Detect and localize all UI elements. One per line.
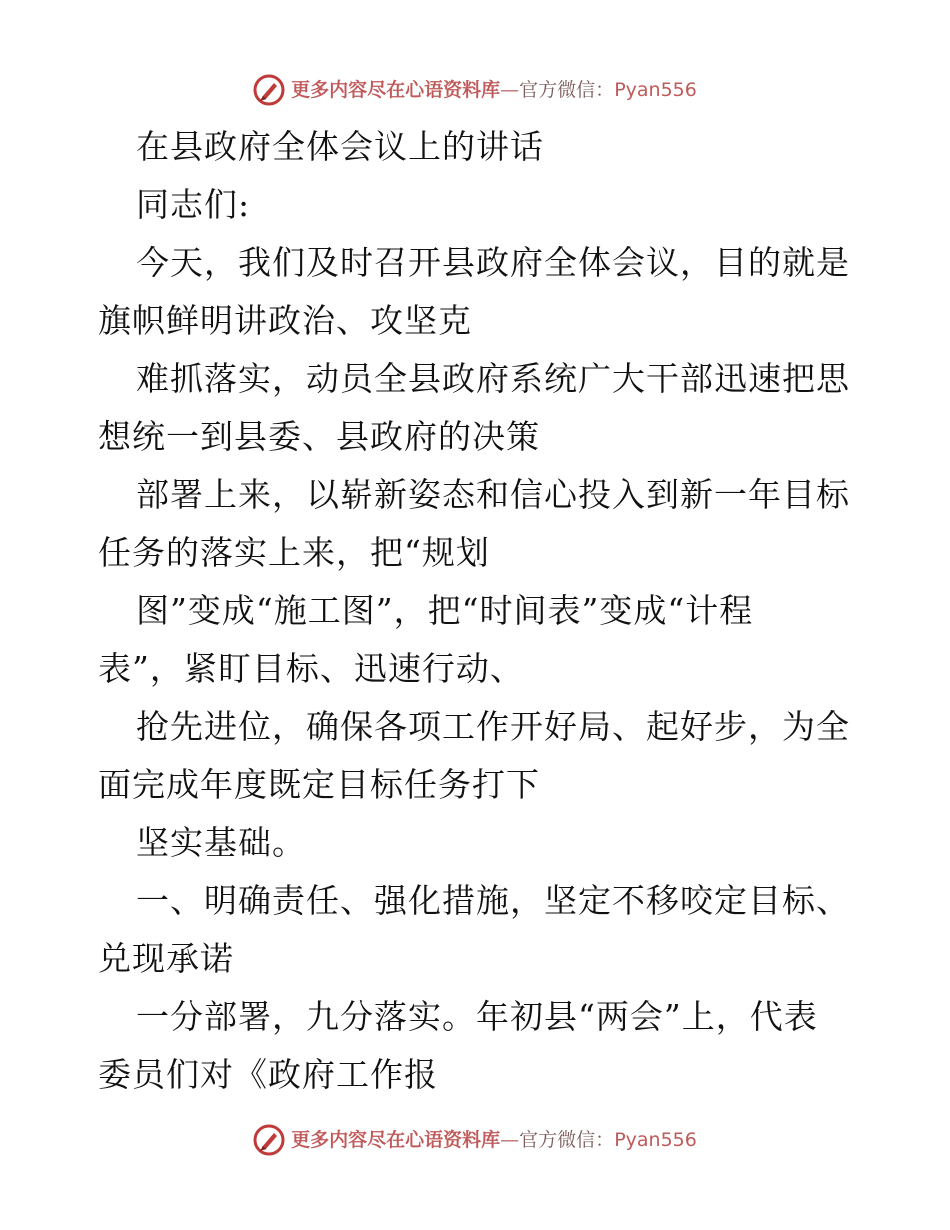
pen-logo-icon [253, 74, 285, 106]
footer-watermark-banner [0, 1120, 950, 1160]
body-line: 图”变成“施工图”，把“时间表”变成“计程 [136, 591, 754, 630]
watermark-separator: — [500, 79, 520, 101]
body-line: 表”，紧盯目标、迅速行动、 [98, 649, 524, 688]
body-line: 委员们对《政府工作报 [98, 1055, 438, 1094]
watermark-wechat-id: Pyan556 [614, 1129, 697, 1151]
watermark-main-text: 更多内容尽在心语资料库 [291, 1129, 501, 1151]
body-line: 面完成年度既定目标任务打下 [98, 765, 540, 804]
body-line: 任务的落实上来，把“规划 [98, 533, 490, 572]
pen-logo-icon [253, 1124, 285, 1156]
body-line: 一分部署，九分落实。年初县“两会”上，代表 [136, 997, 818, 1036]
section-heading-continued: 兑现承诺 [98, 939, 234, 978]
body-line: 部署上来，以崭新姿态和信心投入到新一年目标 [136, 475, 850, 514]
watermark-separator: — [500, 1129, 520, 1151]
document-body [98, 118, 858, 1104]
body-line: 难抓落实，动员全县政府系统广大干部迅速把思 [136, 359, 850, 398]
watermark-wechat-label: 官方微信： [519, 79, 615, 101]
watermark-main-text: 更多内容尽在心语资料库 [291, 79, 501, 101]
body-line: 想统一到县委、县政府的决策 [98, 417, 540, 456]
document-title: 在县政府全体会议上的讲话 [136, 127, 544, 166]
body-line: 抢先进位，确保各项工作开好局、起好步，为全 [136, 707, 850, 746]
salutation: 同志们: [136, 185, 251, 224]
watermark-wechat-label: 官方微信： [519, 1129, 615, 1151]
body-line: 旗帜鲜明讲政治、攻坚克 [98, 301, 472, 340]
body-line: 坚实基础。 [136, 823, 306, 862]
section-heading: 一、明确责任、强化措施，坚定不移咬定目标、 [136, 881, 850, 920]
body-line: 今天，我们及时召开县政府全体会议，目的就是 [136, 243, 850, 282]
watermark-wechat-id: Pyan556 [614, 79, 697, 101]
header-watermark-banner [0, 70, 950, 110]
